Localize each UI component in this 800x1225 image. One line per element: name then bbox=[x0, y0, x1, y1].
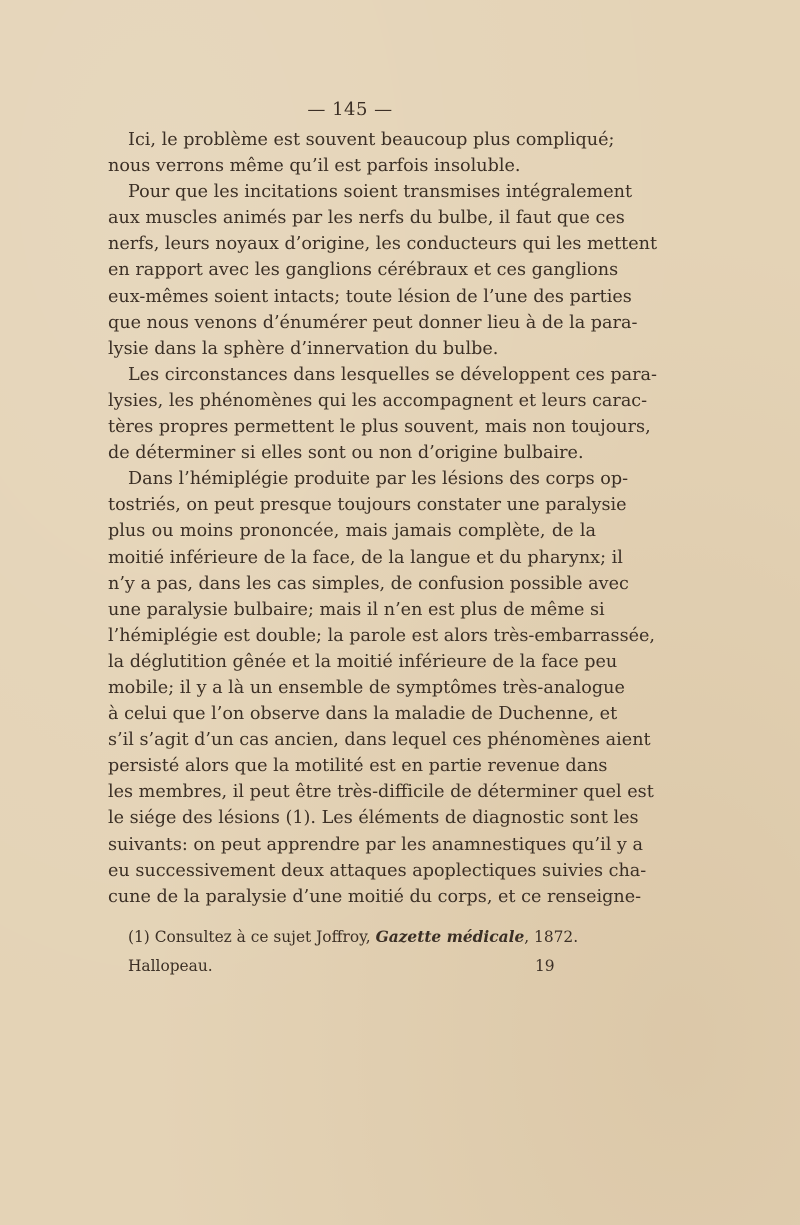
text-line: persisté alors que la motilité est en partie revenue dans bbox=[108, 756, 608, 777]
text-line: la déglutition gênée et la moitié inférieure de la face peu bbox=[108, 651, 618, 672]
text-line: plus ou moins prononcée, mais jamais complète, de la bbox=[108, 521, 596, 542]
footnote bbox=[128, 928, 578, 946]
text-line: cune de la paralysie d’une moitié du corps, et ce renseigne- bbox=[108, 886, 642, 907]
text-line: eu successivement deux attaques apoplectiques suivies cha- bbox=[108, 860, 647, 881]
text-line: l’hémiplégie est double; la parole est alors très-embarrassée, bbox=[108, 625, 656, 646]
text-line: nous verrons même qu’il est parfois insoluble. bbox=[108, 156, 521, 177]
text-line: les membres, il peut être très-difficile de déterminer quel est bbox=[108, 782, 654, 803]
text-line: Dans l’hémiplégie produite par les lésions des corps op- bbox=[128, 469, 629, 490]
text-line: aux muscles animés par les nerfs du bulbe, il faut que ces bbox=[108, 208, 625, 229]
text-line: mobile; il y a là un ensemble de symptômes très-analogue bbox=[108, 677, 625, 698]
text-line: eux-mêmes soient intacts; toute lésion de l’une des parties bbox=[108, 286, 632, 307]
text-line: moitié inférieure de la face, de la langue et du pharynx; il bbox=[108, 547, 623, 568]
text-line: s’il s’agit d’un cas ancien, dans lequel ces phénomènes aient bbox=[108, 730, 651, 751]
text-line: lysies, les phénomènes qui les accompagnent et leurs carac- bbox=[108, 390, 648, 411]
page-number: — 145 — bbox=[307, 99, 393, 120]
text-line: que nous venons d’énumérer peut donner lieu à de la para- bbox=[108, 312, 638, 333]
footer-signature-mark: 19 bbox=[535, 957, 555, 975]
text-line: tères propres permettent le plus souvent, mais non toujours, bbox=[108, 417, 651, 438]
text-line: suivants: on peut apprendre par les anamnestiques qu’il y a bbox=[108, 834, 643, 855]
footnote-text: (1) Consultez à ce sujet Joffroy, bbox=[128, 928, 376, 946]
text-line: nerfs, leurs noyaux d’origine, les conducteurs qui les mettent bbox=[108, 234, 658, 255]
footnote-journal-title: Gazette médicale bbox=[375, 928, 525, 946]
text-line: Les circonstances dans lesquelles se développent ces para- bbox=[128, 364, 657, 385]
text-line: de déterminer si elles sont ou non d’origine bulbaire. bbox=[108, 443, 584, 464]
text-line: Ici, le problème est souvent beaucoup plus compliqué; bbox=[128, 130, 615, 150]
text-line: à celui que l’on observe dans la maladie de Duchenne, et bbox=[108, 704, 618, 725]
body-text bbox=[108, 127, 658, 910]
text-line: n’y a pas, dans les cas simples, de confusion possible avec bbox=[108, 573, 629, 594]
text-line: lysie dans la sphère d’innervation du bulbe. bbox=[108, 338, 499, 359]
text-line: tostriés, on peut presque toujours constater une paralysie bbox=[108, 495, 627, 516]
footer-author: Hallopeau. bbox=[128, 957, 213, 975]
text-line: Pour que les incitations soient transmises intégralement bbox=[128, 182, 633, 203]
text-line: en rapport avec les ganglions cérébraux et ces ganglions bbox=[108, 260, 619, 281]
footnote-year: , 1872. bbox=[524, 928, 579, 946]
text-line: une paralysie bulbaire; mais il n’en est plus de même si bbox=[108, 599, 605, 620]
text-line: le siége des lésions (1). Les éléments de diagnostic sont les bbox=[108, 808, 639, 829]
